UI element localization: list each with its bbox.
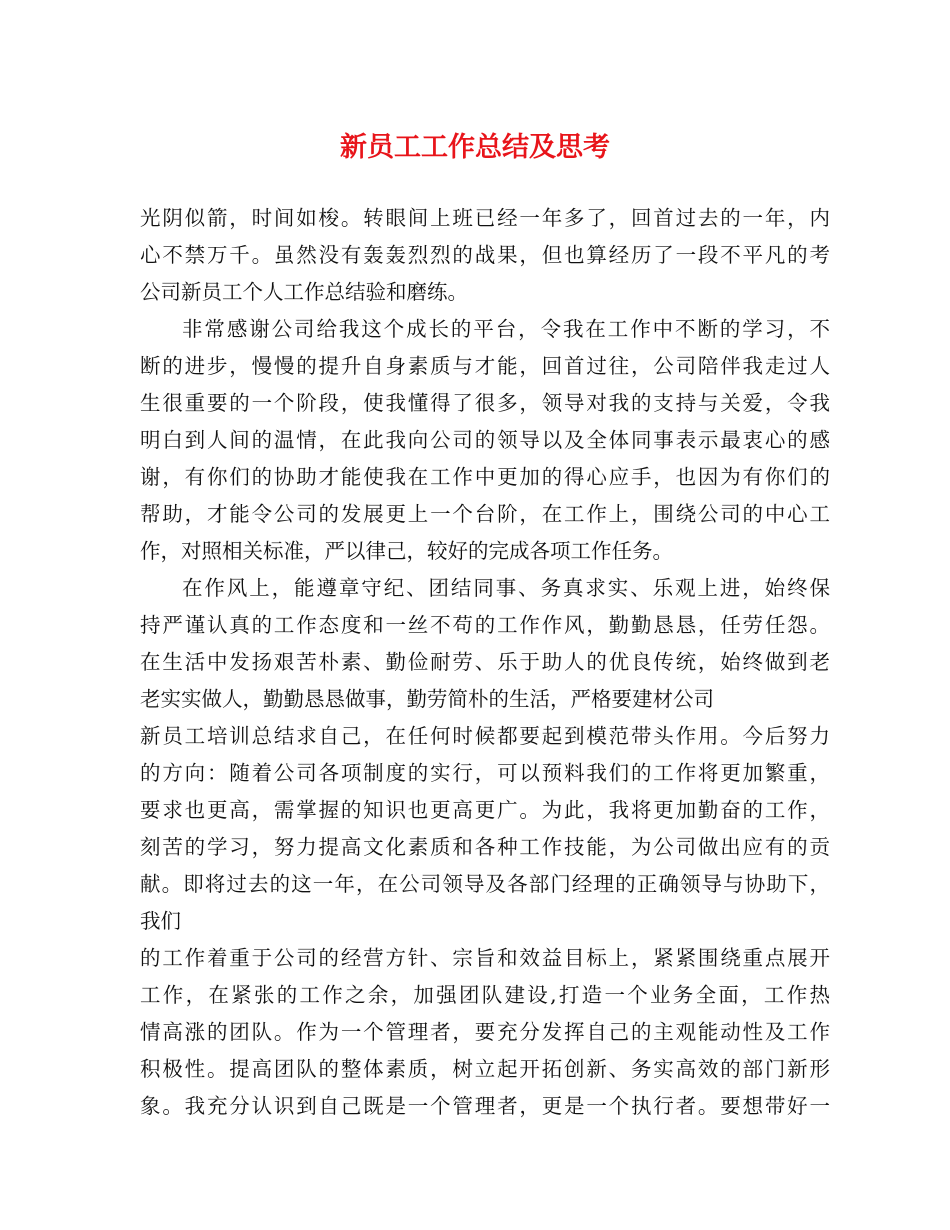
body-text-line: 光阴似箭，时间如梭。转眼间上班已经一年多了，回首过去的一年，内	[140, 206, 830, 230]
body-text-line: 的方向：随着公司各项制度的实行，可以预料我们的工作将更加繁重，	[140, 761, 830, 785]
body-text-line: 老实实做人，勤勤恳恳做事，勤劳简朴的生活，严格要建材公司	[140, 687, 714, 711]
body-text-line: 明白到人间的温情，在此我向公司的领导以及全体同事表示最衷心的感	[140, 428, 830, 452]
body-text-line: 非常感谢公司给我这个成长的平台，令我在工作中不断的学习，不	[182, 317, 830, 341]
body-text-line: 我们	[140, 909, 181, 933]
body-text-line: 象。我充分认识到自己既是一个管理者，更是一个执行者。要想带好一	[140, 1094, 830, 1118]
body-text-line: 献。即将过去的这一年，在公司领导及各部门经理的正确领导与协助下，	[140, 872, 830, 896]
body-text-line: 作，对照相关标准，严以律己，较好的完成各项工作任务。	[140, 539, 673, 563]
body-text-line: 在作风上，能遵章守纪、团结同事、务真求实、乐观上进，始终保	[182, 576, 830, 600]
body-text-line: 在生活中发扬艰苦朴素、勤俭耐劳、乐于助人的优良传统，始终做到老	[140, 650, 830, 674]
body-text-line: 新员工培训总结求自己，在任何时候都要起到模范带头作用。今后努力	[140, 724, 830, 748]
body-text-line: 要求也更高，需掌握的知识也更高更广。为此，我将更加勤奋的工作，	[140, 798, 830, 822]
document-body	[140, 200, 830, 1125]
body-text-line: 工作，在紧张的工作之余，加强团队建设,打造一个业务全面，工作热	[140, 983, 830, 1007]
document-title: 新员工工作总结及思考	[340, 132, 610, 163]
body-text-line: 积极性。提高团队的整体素质，树立起开拓创新、务实高效的部门新形	[140, 1057, 830, 1081]
body-text-line: 情高涨的团队。作为一个管理者，要充分发挥自己的主观能动性及工作	[140, 1020, 830, 1044]
body-text-line: 心不禁万千。虽然没有轰轰烈烈的战果，但也算经历了一段不平凡的考	[140, 243, 830, 267]
body-text-line: 刻苦的学习，努力提高文化素质和各种工作技能，为公司做出应有的贡	[140, 835, 830, 859]
body-text-line: 公司新员工个人工作总结验和磨练。	[140, 280, 468, 304]
body-text-line: 持严谨认真的工作态度和一丝不苟的工作作风，勤勤恳恳，任劳任怨。	[140, 613, 830, 637]
body-text-line: 帮助，才能令公司的发展更上一个台阶，在工作上，围绕公司的中心工	[140, 502, 830, 526]
body-text-line: 生很重要的一个阶段，使我懂得了很多，领导对我的支持与关爱，令我	[140, 391, 830, 415]
body-text-line: 断的进步，慢慢的提升自身素质与才能，回首过往，公司陪伴我走过人	[140, 354, 830, 378]
body-text-line: 的工作着重于公司的经营方针、宗旨和效益目标上，紧紧围绕重点展开	[140, 946, 830, 970]
body-text-line: 谢，有你们的协助才能使我在工作中更加的得心应手，也因为有你们的	[140, 465, 830, 489]
